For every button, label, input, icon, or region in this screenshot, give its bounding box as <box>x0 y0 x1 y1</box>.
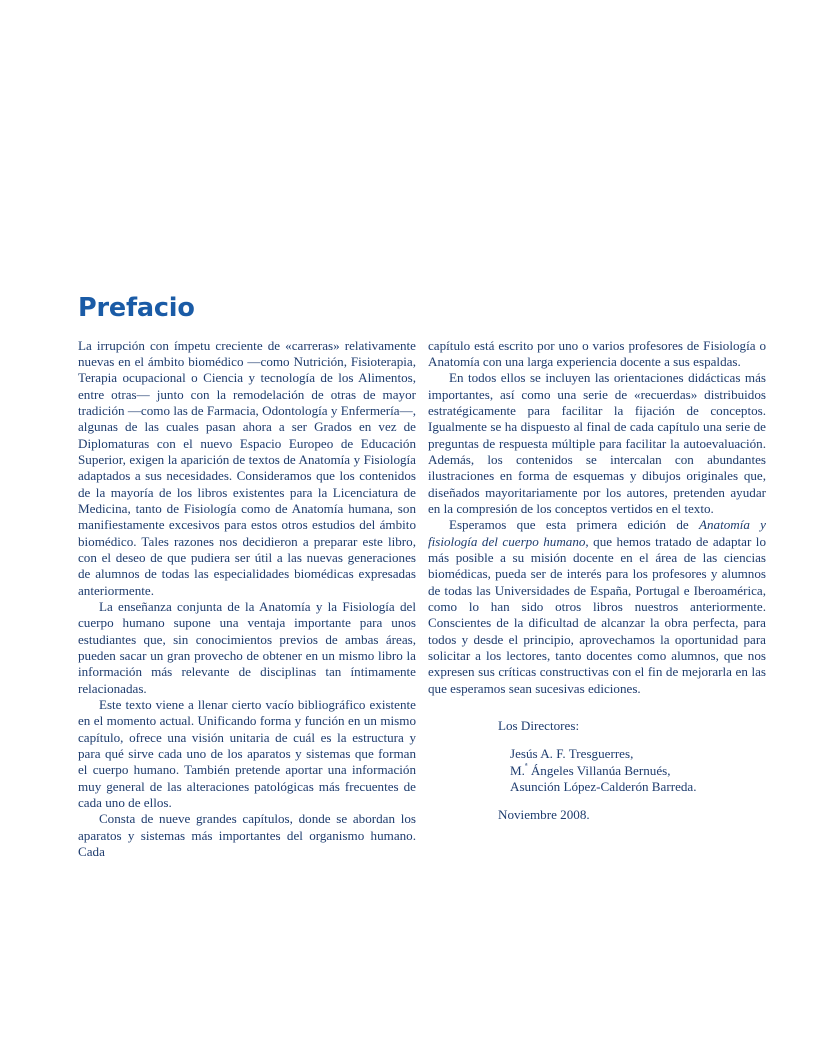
paragraph: En todos ellos se incluyen las orientaciones didácticas más importantes, así como una serie de «recuerdas» distribuidos estratégicamente para facilitar la fijación de conceptos. Igualmente se ha dispuesto al final de cada capítulo una serie de preguntas de respuesta múltiple para facilitar la autoevaluación. Además, los contenidos se intercalan con abundantes ilustraciones en forma de esquemas y dibujos originales que, diseñados mayoritariamente por los autores, pretenden ayudar en la compresión de los conceptos vertidos en el texto. <box>428 370 766 516</box>
page-title: Prefacio <box>78 293 195 323</box>
paragraph-continuation: capítulo está escrito por uno o varios profesores de Fisiología o Anatomía con una larga experiencia docente a sus espaldas. <box>428 337 766 369</box>
signature-date: Noviembre 2008. <box>498 807 590 823</box>
paragraph-text-before-title: Esperamos que esta primera edición de <box>448 517 699 533</box>
signature-block <box>428 718 766 824</box>
two-column-layout <box>78 338 766 861</box>
signature-name <box>510 763 766 779</box>
right-text-column <box>428 338 766 824</box>
ordinal-indicator: ª <box>524 762 528 773</box>
paragraph: La irrupción con ímpetu creciente de «carreras» relativamente nuevas en el ámbito biomédico —como Nutrición, Fisioterapia, Terapia ocupacional o Ciencia y tecnología de los Alimentos, entre otras— junto con la remodelación de otras de mayor tradición —como las de Farmacia, Odontología y Enfermería—, algunas de las cuales pasan ahora a ser Grados en vez de Diplomaturas con el nuevo Espacio Europeo de Educación Superior, exigen la aparición de textos de Anatomía y Fisiología adaptados a sus necesidades. Consideramos que los contenidos de la mayoría de los libros existentes para la Licenciatura de Medicina, tanto de Fisiología como de Anatomía humana, son manifiestamente excesivos para estos otros estudios del ámbito biomédico. Tales razones nos decidieron a preparar este libro, con el deseo de que pudiera ser útil a las nuevas generaciones de alumnos de todas las especialidades biomédicas expresadas anteriormente. <box>78 337 416 598</box>
work-title: Anatomía y fisiología del cuerpo humano <box>428 517 766 549</box>
left-text-column <box>78 338 416 861</box>
paragraph: Este texto viene a llenar cierto vacío bibliográfico existente en el momento actual. Unificando forma y función en un mismo capítulo, ofrece una visión unitaria de cuál es la estructura y para qué sirve cada uno de los aparatos y sistemas que forman el cuerpo humano. También pretende aportar una información muy general de las alteraciones patológicas más frecuentes de cada uno de ellos. <box>78 697 416 811</box>
name-prefix: M. <box>510 762 525 778</box>
signature-name: Jesús A. F. Tresguerres, <box>510 746 634 762</box>
preface-content <box>78 293 766 861</box>
signature-name: Asunción López-Calderón Barreda. <box>510 779 697 795</box>
paragraph-text-after-title: , que hemos tratado de adaptar lo más posible a su misión docente en el área de las ciencias biomédicas, pueda ser de interés para los profesores y alumnos de todas las Universidades de España, Portugal e Iberoamérica, como lo han sido otros libros nuestros anteriormente. Conscientes de la dificultad de alcanzar la obra perfecta, para todos y desde el principio, aprovechamos la oportunidad para solicitar a los lectores, tanto docentes como alumnos, que nos expresen sus críticas constructivas con el fin de mejorarla en las que esperamos sean sucesivas ediciones. <box>428 533 766 696</box>
signature-heading: Los Directores: <box>498 718 580 734</box>
signature-names <box>428 746 766 795</box>
paragraph-with-work-title <box>428 517 766 697</box>
paragraph: Consta de nueve grandes capítulos, donde se abordan los aparatos y sistemas más importantes del organismo humano. Cada <box>78 811 416 860</box>
signature-name-text: Ángeles Villanúa Bernués, <box>530 762 671 778</box>
paragraph: La enseñanza conjunta de la Anatomía y la Fisiología del cuerpo humano supone una ventaja importante para unos estudiantes que, sin conocimientos previos de ambas áreas, pueden sacar un gran provecho de obtener en un mismo libro la información más relevante de disciplinas tan íntimamente relacionadas. <box>78 599 416 696</box>
